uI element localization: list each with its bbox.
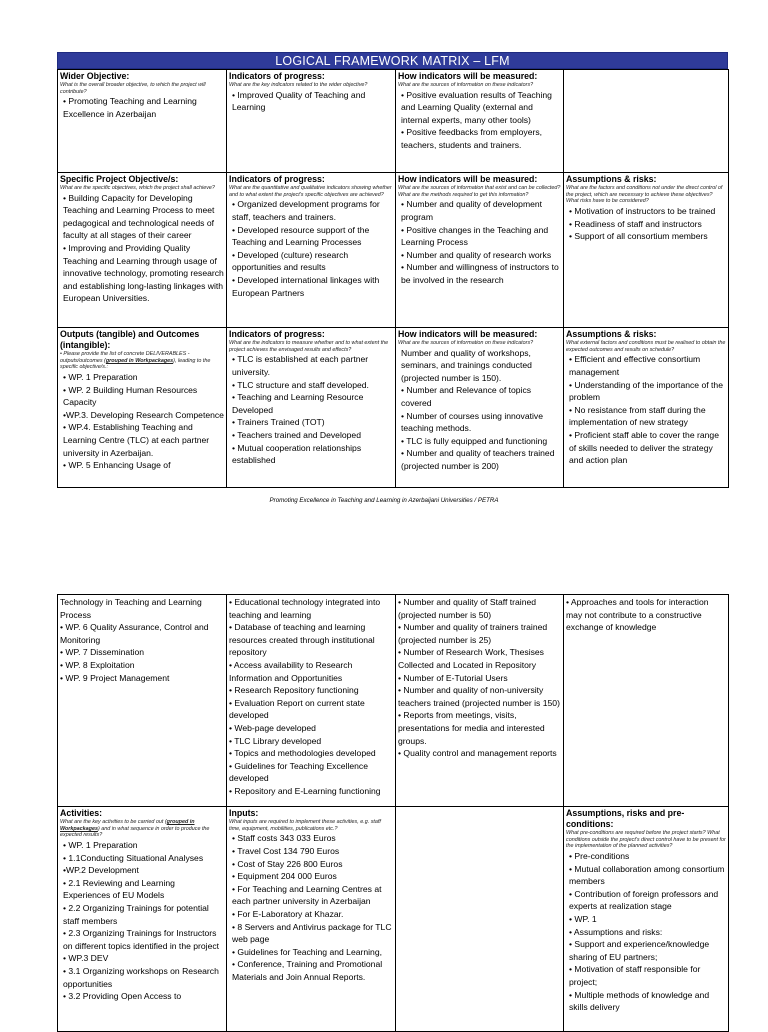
matrix-cell [58, 70, 227, 173]
cell-item: • Conference, Training and Promotional Materials and Join Annual Reports. [232, 959, 383, 982]
lfm-table-page-2 [57, 594, 729, 1032]
cell-item: • Support of all consortium members [569, 231, 708, 242]
cell-item: • Positive changes in the Teaching and Learning Process [401, 224, 549, 248]
matrix-cell [227, 595, 396, 807]
cell-item: • Number and quality of teachers trained (projected number is 200) [401, 448, 555, 472]
cell-item: • WP. 9 Project Management [60, 672, 170, 683]
cell-item: • WP. 1 [569, 914, 597, 925]
cell-item: • Database of teaching and learning resources created through institutional repository [229, 622, 375, 658]
matrix-cell [227, 807, 396, 1032]
activities-row [58, 807, 729, 1032]
cell-heading: Outputs (tangible) and Outcomes (intangible): [60, 329, 200, 350]
cell-item: •WP.3. Developing Research Competence [63, 409, 224, 420]
cell-item: • WP. 8 Exploitation [60, 659, 135, 670]
cell-item: • Web-page developed [229, 722, 316, 733]
cell-item: • Number of E-Tutorial Users [398, 672, 508, 683]
cell-item: • Assumptions and risks: [569, 926, 663, 937]
cell-item: • WP. 1 Preparation [63, 372, 138, 383]
page-footer: Promoting Excellence in Teaching and Learning in Azerbaijani Universities / PETRA [269, 497, 499, 504]
matrix-cell [396, 70, 564, 173]
cell-guidance-note: What external factors and conditions must be realised to obtain the expected outcomes and results on schedule? [566, 340, 726, 353]
cell-item: • WP. 1 Preparation [63, 840, 138, 851]
matrix-cell [564, 595, 729, 807]
cell-guidance-note: What inputs are required to implement these activities, e.g. staff time, equipment, mobilities, publications etc.? [229, 819, 381, 832]
cell-guidance-note: What are the specific objectives, which the project shall achieve? [60, 185, 215, 191]
cell-item: • Teaching and Learning Resource Developed [232, 392, 364, 415]
cell-heading: Specific Project Objective/s: [60, 174, 179, 184]
cell-item: • For E-Laboratory at Khazar. [232, 908, 344, 919]
cell-item: Number and quality of workshops, seminars, and trainings conducted (projected number is 150). [401, 347, 532, 383]
cell-item: • WP.3 DEV [63, 953, 109, 964]
cell-heading: How indicators will be measured: [398, 71, 538, 81]
cell-item: • Guidelines for Teaching Excellence developed [229, 760, 368, 784]
cell-item: • 3.2 Providing Open Access to [63, 991, 182, 1002]
cell-item: • WP. 7 Dissemination [60, 647, 145, 658]
cell-guidance-note: What are the quantitative and qualitative indicators showing whether and to what extent the project's specific objectives are achieved? [229, 185, 392, 198]
cell-item: • Number of courses using innovative teaching methods. [401, 410, 544, 434]
matrix-cell [227, 70, 396, 173]
cell-item: • Number and willingness of instructors to be involved in the research [401, 262, 559, 285]
matrix-cell [58, 807, 227, 1032]
cell-item: • Readiness of staff and instructors [569, 218, 702, 229]
cell-heading: Assumptions, risks and pre-conditions: [566, 808, 685, 829]
cell-item: • Access availability to Research Information and Opportunities [229, 659, 353, 683]
cell-item: • Building Capacity for Developing Teaching and Learning Process to meet pedagogical and technological needs of faculty at all stages of their career [63, 192, 215, 241]
cell-item: • Research Repository functioning [229, 685, 359, 696]
cell-guidance-note: What are the key activities to be carried out (grouped in Workpackages) and in what sequence in order to produce the expected results? [60, 819, 210, 839]
cell-item: • Improved Quality of Teaching and Learning [232, 89, 366, 113]
matrix-cell [58, 173, 227, 328]
cell-item: • Evaluation Report on current state developed [229, 697, 365, 721]
cell-item: • Number and quality of Staff trained (projected number is 50) [398, 597, 537, 620]
cell-item: • Number of Research Work, Thesises Collected and Located in Repository [398, 647, 544, 670]
cell-item: • Cost of Stay 226 800 Euros [232, 858, 343, 869]
cell-item: • Reports from meetings, visits, presentations for media and interested groups. [398, 710, 545, 746]
cell-item: • Approaches and tools for interaction may not contribute to a constructive exchange of knowledge [566, 597, 709, 633]
cell-item: • No resistance from staff during the implementation of new strategy [569, 404, 706, 428]
cell-item: • TLC Library developed [229, 735, 322, 746]
cell-item: • Number and Relevance of topics covered [401, 385, 532, 409]
cell-guidance-note: What are the indicators to measure whether and to what extent the project achieves the envisaged results and effects? [229, 340, 389, 353]
cell-heading: Assumptions & risks: [566, 174, 657, 184]
matrix-cell [227, 173, 396, 328]
cell-item: • Number and quality of trainers trained (projected number is 25) [398, 622, 548, 645]
outputs-continued-row [58, 595, 729, 807]
cell-heading: Inputs: [229, 808, 259, 818]
cell-item: • Equipment 204 000 Euros [232, 871, 337, 882]
cell-item: • Number and quality of development program [401, 199, 543, 222]
cell-guidance-note: What are the sources of information that exist and can be collected? What are the methods required to get this information? [398, 185, 561, 198]
lfm-table-page-1 [57, 69, 729, 488]
cell-item: • For Teaching and Learning Centres at each partner university in Azerbaijan [232, 883, 382, 907]
cell-item: • Motivation of instructors to be trained [569, 206, 716, 217]
cell-item: • WP. 5 Enhancing Usage of [63, 460, 171, 471]
cell-item: • Mutual cooperation relationships established [232, 442, 362, 466]
cell-item: • WP. 2 Building Human Resources Capacity [63, 384, 198, 408]
cell-item: • Number and quality of non-university teachers trained (projected number is 150) [398, 685, 560, 708]
cell-item: •WP.2 Development [63, 865, 139, 876]
cell-item: • 3.1 Organizing workshops on Research opportunities [63, 966, 219, 989]
cell-item: • 8 Servers and Antivirus package for TLC web page [232, 921, 392, 945]
cell-item: • Teachers trained and Developed [232, 429, 361, 440]
cell-item: • Trainers Trained (TOT) [232, 417, 325, 428]
cell-item: • Repository and E-Learning functioning [229, 785, 381, 796]
cell-item: • Developed resource support of the Teaching and Learning Processes [232, 224, 370, 248]
cell-guidance-note: What are the sources of information on these indicators? [398, 82, 534, 88]
cell-heading: Assumptions & risks: [566, 329, 657, 339]
cell-item: • Motivation of staff responsible for project; [569, 964, 701, 988]
cell-guidance-note: • Please provide the list of concrete DELIVERABLES - outputs/outcomes (grouped in Workpackages), leading to the specific objective/s.: [60, 351, 211, 371]
matrix-cell [564, 173, 729, 328]
cell-item: • TLC is fully equipped and functioning [401, 435, 548, 446]
cell-item: • TLC structure and staff developed. [232, 379, 369, 390]
cell-item: Technology in Teaching and Learning Process [60, 597, 202, 620]
cell-guidance-note: What are the factors and conditions not under the direct control of the project, which are necessary to achieve these objectives? What risks have to be considered? [566, 185, 723, 205]
cell-item: • TLC is established at each partner university. [232, 354, 369, 377]
cell-item: • Staff costs 343 033 Euros [232, 833, 336, 844]
cell-guidance-note: What are the key indicators related to the wider objective? [229, 82, 368, 88]
cell-heading: Indicators of progress: [229, 329, 325, 339]
matrix-cell [564, 328, 729, 488]
outputs-row [58, 328, 729, 488]
cell-item: • Promoting Teaching and Learning Excellence in Azerbaijan [63, 96, 197, 119]
cell-item: • Positive feedbacks from employers, teachers, students and trainers. [401, 127, 543, 151]
cell-item: • 2.3 Organizing Trainings for Instructors on different topics identified in the project [63, 928, 220, 951]
matrix-cell [396, 173, 564, 328]
cell-item: • Educational technology integrated into teaching and learning [229, 597, 381, 620]
matrix-cell [396, 807, 564, 1032]
cell-item: • WP.4. Establishing Teaching and Learning Centre (TLC) at each partner university in Azerbaijan. [63, 422, 210, 458]
cell-item: • Efficient and effective consortium management [569, 354, 701, 377]
cell-item: • Understanding of the importance of the problem [569, 379, 723, 403]
matrix-cell [58, 328, 227, 488]
cell-item: • Proficient staff able to cover the range of skills needed to deliver the strategy and action plan [569, 429, 719, 466]
specific-objective-row [58, 173, 729, 328]
cell-item: • Guidelines for Teaching and Learning, [232, 946, 382, 957]
cell-item: • Travel Cost 134 790 Euros [232, 846, 340, 856]
cell-item: • Support and experience/knowledge sharing of EU partners; [569, 939, 710, 962]
cell-guidance-note: What are the sources of information on these indicators? [398, 340, 534, 346]
cell-item: • Mutual collaboration among consortium members [569, 863, 725, 887]
matrix-cell [396, 595, 564, 807]
cell-heading: Indicators of progress: [229, 174, 325, 184]
cell-item: • Improving and Providing Quality Teaching and Learning through usage of innovative technology, promoting research and establishing long-lasting linkages with European Universities. [63, 243, 224, 304]
cell-guidance-note: What is the overall broader objective, to which the project will contribute? [60, 82, 206, 95]
cell-guidance-note: What pre-conditions are required before the project starts? What conditions outside the project's direct control have to be present for the implementation of the planned activities? [566, 830, 726, 850]
matrix-cell [564, 807, 729, 1032]
matrix-cell [227, 328, 396, 488]
cell-item: • Developed (culture) research opportunities and results [232, 249, 349, 273]
cell-heading: How indicators will be measured: [398, 174, 538, 184]
matrix-cell [564, 70, 729, 173]
cell-heading: Activities: [60, 808, 103, 818]
cell-item: • Number and quality of research works [401, 249, 552, 260]
wider-objective-row [58, 70, 729, 173]
cell-heading: How indicators will be measured: [398, 329, 538, 339]
cell-item: • Organized development programs for staff, teachers and trainers. [232, 199, 380, 222]
cell-heading: Indicators of progress: [229, 71, 325, 81]
cell-item: • Positive evaluation results of Teaching and Learning Quality (external and internal experts, many other tools) [401, 89, 552, 125]
cell-item: • 1.1Conducting Situational Analyses [63, 852, 204, 863]
matrix-cell [58, 595, 227, 807]
cell-item: • Developed international linkages with European Partners [232, 274, 380, 298]
cell-item: • Topics and methodologies developed [229, 748, 376, 759]
cell-item: • Pre-conditions [569, 851, 630, 862]
cell-item: • 2.2 Organizing Trainings for potential staff members [63, 903, 209, 926]
cell-item: • Quality control and management reports [398, 748, 557, 759]
cell-item: • 2.1 Reviewing and Learning Experiences of EU Models [63, 877, 175, 901]
cell-item: • Multiple methods of knowledge and skills delivery [569, 989, 710, 1013]
page-title: LOGICAL FRAMEWORK MATRIX – LFM [57, 52, 728, 69]
cell-heading: Wider Objective: [60, 71, 130, 81]
cell-item: • Contribution of foreign professors and experts at realization stage [569, 888, 719, 912]
cell-item: • WP. 6 Quality Assurance, Control and Monitoring [60, 622, 209, 645]
matrix-cell [396, 328, 564, 488]
